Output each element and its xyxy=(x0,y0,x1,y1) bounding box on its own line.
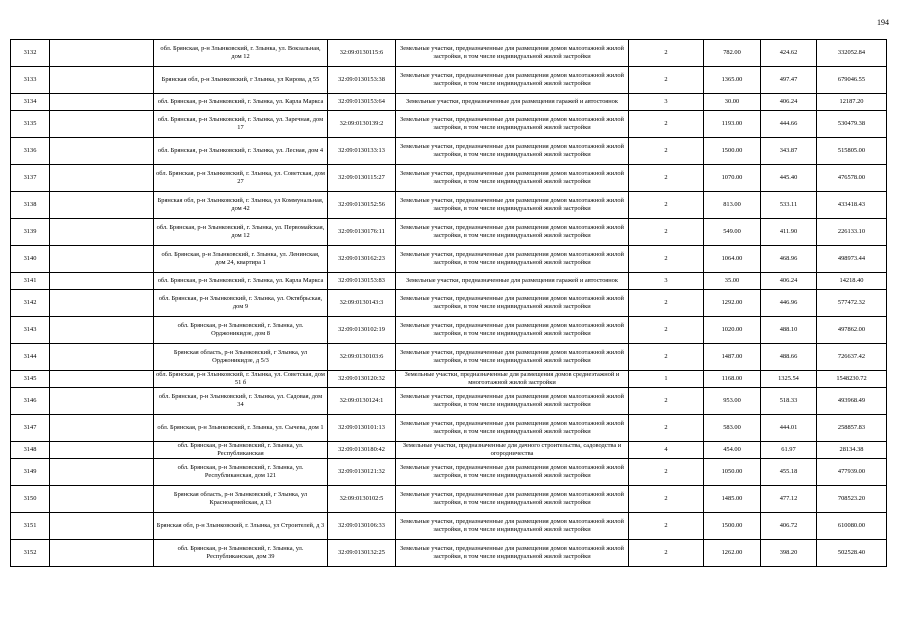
cadastral-number-cell: 32:09:0130124:1 xyxy=(328,388,396,415)
table-row xyxy=(11,540,887,567)
specific-value-cell: 1325.54 xyxy=(761,371,817,388)
address-cell: Брянская область, р-н Злынковский, г Злынка, ул Орджоникидзе, д 5/3 xyxy=(154,344,328,371)
specific-value-cell: 488.66 xyxy=(761,344,817,371)
cadastral-value-cell: 610080.00 xyxy=(817,513,887,540)
table-row xyxy=(11,111,887,138)
table-row xyxy=(11,317,887,344)
specific-value-cell: 444.66 xyxy=(761,111,817,138)
land-use-cell: Земельные участки, предназначенные для размещения домов малоэтажной жилой застройки, в том числе индивидуальной жилой застройки xyxy=(396,486,629,513)
land-use-cell: Земельные участки, предназначенные для размещения домов малоэтажной жилой застройки, в том числе индивидуальной жилой застройки xyxy=(396,67,629,94)
row-number-cell: 3148 xyxy=(11,442,50,459)
table-row xyxy=(11,219,887,246)
area-cell: 1050.00 xyxy=(704,459,761,486)
address-cell: обл. Брянская, р-н Злынковский, г. Злынка, ул. Карла Маркса xyxy=(154,273,328,290)
cadastral-value-cell: 28134.38 xyxy=(817,442,887,459)
table-row xyxy=(11,138,887,165)
empty-cell xyxy=(50,371,154,388)
area-cell: 1500.00 xyxy=(704,513,761,540)
use-group-cell: 2 xyxy=(629,415,704,442)
address-cell: обл. Брянская, р-н Злынковский, г. Злынка, ул. Октябрьская, дом 9 xyxy=(154,290,328,317)
use-group-cell: 2 xyxy=(629,317,704,344)
specific-value-cell: 444.01 xyxy=(761,415,817,442)
table-row xyxy=(11,192,887,219)
land-use-cell: Земельные участки, предназначенные для размещения домов среднеэтажной и многоэтажной жилой застройки xyxy=(396,371,629,388)
cadastral-value-cell: 433418.43 xyxy=(817,192,887,219)
row-number-cell: 3140 xyxy=(11,246,50,273)
cadastral-value-cell: 226133.10 xyxy=(817,219,887,246)
use-group-cell: 2 xyxy=(629,192,704,219)
address-cell: обл. Брянская, р-н Злынковский, г. Злынка, ул. Орджоникидзе, дом 8 xyxy=(154,317,328,344)
address-cell: обл. Брянская, р-н Злынковский, г. Злынка, ул. Республиканская xyxy=(154,442,328,459)
cadastral-number-cell: 32:09:0130101:13 xyxy=(328,415,396,442)
cadastral-value-cell: 726637.42 xyxy=(817,344,887,371)
cadastral-value-cell: 502528.40 xyxy=(817,540,887,567)
area-cell: 30.00 xyxy=(704,94,761,111)
cadastral-number-cell: 32:09:0130121:32 xyxy=(328,459,396,486)
use-group-cell: 2 xyxy=(629,388,704,415)
land-use-cell: Земельные участки, предназначенные для размещения домов малоэтажной жилой застройки, в том числе индивидуальной жилой застройки xyxy=(396,40,629,67)
specific-value-cell: 343.87 xyxy=(761,138,817,165)
row-number-cell: 3137 xyxy=(11,165,50,192)
table-row xyxy=(11,246,887,273)
cadastral-value-cell: 332052.84 xyxy=(817,40,887,67)
address-cell: обл. Брянская, р-н Злынковский, г. Злынка, ул. Садовая, дом 34 xyxy=(154,388,328,415)
address-cell: обл. Брянская, р-н Злынковский, г. Злынка, ул. Карла Маркса xyxy=(154,94,328,111)
land-use-cell: Земельные участки, предназначенные для размещения домов малоэтажной жилой застройки, в том числе индивидуальной жилой застройки xyxy=(396,388,629,415)
specific-value-cell: 61.97 xyxy=(761,442,817,459)
empty-cell xyxy=(50,94,154,111)
address-cell: обл. Брянская, р-н Злынковский, г. Злынка, ул. Советская, дом 27 xyxy=(154,165,328,192)
area-cell: 1064.00 xyxy=(704,246,761,273)
address-cell: Брянская обл, р-н Злынковский, г Злынка, ул Кирова, д 55 xyxy=(154,67,328,94)
area-cell: 953.00 xyxy=(704,388,761,415)
specific-value-cell: 455.18 xyxy=(761,459,817,486)
address-cell: обл. Брянская, р-н Злынковский, г. Злынка, ул. Республиканская, дом 39 xyxy=(154,540,328,567)
table-body xyxy=(11,40,887,567)
address-cell: обл. Брянская, р-н Злынковский, г. Злынка, ул. Заречная, дом 17 xyxy=(154,111,328,138)
use-group-cell: 2 xyxy=(629,344,704,371)
cadastral-value-cell: 476578.00 xyxy=(817,165,887,192)
cadastral-number-cell: 32:09:0130162:23 xyxy=(328,246,396,273)
land-use-cell: Земельные участки, предназначенные для размещения домов малоэтажной жилой застройки, в том числе индивидуальной жилой застройки xyxy=(396,246,629,273)
land-use-cell: Земельные участки, предназначенные для размещения домов малоэтажной жилой застройки, в том числе индивидуальной жилой застройки xyxy=(396,459,629,486)
land-use-cell: Земельные участки, предназначенные для размещения домов малоэтажной жилой застройки, в том числе индивидуальной жилой застройки xyxy=(396,192,629,219)
land-use-cell: Земельные участки, предназначенные для размещения домов малоэтажной жилой застройки, в том числе индивидуальной жилой застройки xyxy=(396,415,629,442)
row-number-cell: 3147 xyxy=(11,415,50,442)
cadastral-value-cell: 477939.00 xyxy=(817,459,887,486)
table-row xyxy=(11,442,887,459)
use-group-cell: 2 xyxy=(629,290,704,317)
cadastral-value-cell: 577472.32 xyxy=(817,290,887,317)
area-cell: 454.00 xyxy=(704,442,761,459)
area-cell: 1168.00 xyxy=(704,371,761,388)
address-cell: обл. Брянская, р-н Злынковский, г. Злынка, ул. Лесная, дом 4 xyxy=(154,138,328,165)
row-number-cell: 3142 xyxy=(11,290,50,317)
cadastral-number-cell: 32:09:0130153:64 xyxy=(328,94,396,111)
use-group-cell: 2 xyxy=(629,540,704,567)
row-number-cell: 3151 xyxy=(11,513,50,540)
address-cell: Брянская обл, р-н Злынковский, г. Злынка, ул Коммунальная, дом 42 xyxy=(154,192,328,219)
land-use-cell: Земельные участки, предназначенные для размещения домов малоэтажной жилой застройки, в том числе индивидуальной жилой застройки xyxy=(396,111,629,138)
cadastral-number-cell: 32:09:0130180:42 xyxy=(328,442,396,459)
row-number-cell: 3143 xyxy=(11,317,50,344)
area-cell: 1485.00 xyxy=(704,486,761,513)
cadastral-number-cell: 32:09:0130139:2 xyxy=(328,111,396,138)
table-row xyxy=(11,486,887,513)
specific-value-cell: 477.12 xyxy=(761,486,817,513)
cadastral-number-cell: 32:09:0130133:13 xyxy=(328,138,396,165)
cadastral-value-cell: 14218.40 xyxy=(817,273,887,290)
specific-value-cell: 424.62 xyxy=(761,40,817,67)
empty-cell xyxy=(50,67,154,94)
empty-cell xyxy=(50,192,154,219)
table-row xyxy=(11,415,887,442)
cadastral-number-cell: 32:09:0130106:33 xyxy=(328,513,396,540)
use-group-cell: 2 xyxy=(629,111,704,138)
cadastral-number-cell: 32:09:0130153:83 xyxy=(328,273,396,290)
cadastral-value-table xyxy=(10,39,887,567)
cadastral-number-cell: 32:09:0130143:3 xyxy=(328,290,396,317)
specific-value-cell: 398.20 xyxy=(761,540,817,567)
use-group-cell: 2 xyxy=(629,459,704,486)
cadastral-number-cell: 32:09:0130102:19 xyxy=(328,317,396,344)
area-cell: 1292.00 xyxy=(704,290,761,317)
empty-cell xyxy=(50,138,154,165)
table-row xyxy=(11,513,887,540)
address-cell: Брянская обл, р-н Злынковский, г. Злынка, ул Строителей, д 3 xyxy=(154,513,328,540)
table-row xyxy=(11,344,887,371)
row-number-cell: 3145 xyxy=(11,371,50,388)
cadastral-value-cell: 12187.20 xyxy=(817,94,887,111)
specific-value-cell: 497.47 xyxy=(761,67,817,94)
land-use-cell: Земельные участки, предназначенные для размещения домов малоэтажной жилой застройки, в том числе индивидуальной жилой застройки xyxy=(396,317,629,344)
cadastral-value-cell: 708523.20 xyxy=(817,486,887,513)
empty-cell xyxy=(50,415,154,442)
land-use-cell: Земельные участки, предназначенные для размещения домов малоэтажной жилой застройки, в том числе индивидуальной жилой застройки xyxy=(396,138,629,165)
row-number-cell: 3133 xyxy=(11,67,50,94)
area-cell: 782.00 xyxy=(704,40,761,67)
specific-value-cell: 468.96 xyxy=(761,246,817,273)
use-group-cell: 2 xyxy=(629,40,704,67)
land-use-cell: Земельные участки, предназначенные для размещения гаражей и автостоянок xyxy=(396,273,629,290)
row-number-cell: 3141 xyxy=(11,273,50,290)
row-number-cell: 3139 xyxy=(11,219,50,246)
cadastral-value-cell: 1548230.72 xyxy=(817,371,887,388)
area-cell: 35.00 xyxy=(704,273,761,290)
use-group-cell: 2 xyxy=(629,165,704,192)
specific-value-cell: 411.90 xyxy=(761,219,817,246)
land-use-cell: Земельные участки, предназначенные для размещения домов малоэтажной жилой застройки, в том числе индивидуальной жилой застройки xyxy=(396,513,629,540)
area-cell: 1487.00 xyxy=(704,344,761,371)
row-number-cell: 3152 xyxy=(11,540,50,567)
cadastral-number-cell: 32:09:0130153:38 xyxy=(328,67,396,94)
empty-cell xyxy=(50,40,154,67)
specific-value-cell: 533.11 xyxy=(761,192,817,219)
table-row xyxy=(11,371,887,388)
cadastral-value-cell: 530479.38 xyxy=(817,111,887,138)
use-group-cell: 2 xyxy=(629,219,704,246)
use-group-cell: 1 xyxy=(629,371,704,388)
land-use-cell: Земельные участки, предназначенные для размещения домов малоэтажной жилой застройки, в том числе индивидуальной жилой застройки xyxy=(396,540,629,567)
empty-cell xyxy=(50,344,154,371)
row-number-cell: 3136 xyxy=(11,138,50,165)
table-row xyxy=(11,273,887,290)
address-cell: Брянская область, р-н Злынковский, г Злынка, ул Красноармейская, д 13 xyxy=(154,486,328,513)
area-cell: 1500.00 xyxy=(704,138,761,165)
specific-value-cell: 406.72 xyxy=(761,513,817,540)
land-use-cell: Земельные участки, предназначенные для размещения домов малоэтажной жилой застройки, в том числе индивидуальной жилой застройки xyxy=(396,219,629,246)
cadastral-value-cell: 497862.00 xyxy=(817,317,887,344)
cadastral-number-cell: 32:09:0130120:32 xyxy=(328,371,396,388)
cadastral-number-cell: 32:09:0130115:27 xyxy=(328,165,396,192)
row-number-cell: 3135 xyxy=(11,111,50,138)
empty-cell xyxy=(50,290,154,317)
cadastral-value-cell: 493968.49 xyxy=(817,388,887,415)
table-row xyxy=(11,459,887,486)
address-cell: обл. Брянская, р-н Злынковский, г. Злынка, ул. Ленинская, дом 24, квартира 1 xyxy=(154,246,328,273)
specific-value-cell: 406.24 xyxy=(761,273,817,290)
area-cell: 1193.00 xyxy=(704,111,761,138)
row-number-cell: 3138 xyxy=(11,192,50,219)
table-row xyxy=(11,40,887,67)
address-cell: обл. Брянская, р-н Злынковский, г. Злынка, ул. Советская, дом 51 б xyxy=(154,371,328,388)
empty-cell xyxy=(50,540,154,567)
empty-cell xyxy=(50,513,154,540)
specific-value-cell: 446.96 xyxy=(761,290,817,317)
cadastral-number-cell: 32:09:0130132:25 xyxy=(328,540,396,567)
empty-cell xyxy=(50,486,154,513)
use-group-cell: 4 xyxy=(629,442,704,459)
use-group-cell: 2 xyxy=(629,246,704,273)
cadastral-value-cell: 258857.83 xyxy=(817,415,887,442)
cadastral-number-cell: 32:09:0130152:56 xyxy=(328,192,396,219)
cadastral-value-cell: 498973.44 xyxy=(817,246,887,273)
cadastral-number-cell: 32:09:0130115:6 xyxy=(328,40,396,67)
use-group-cell: 3 xyxy=(629,273,704,290)
specific-value-cell: 406.24 xyxy=(761,94,817,111)
empty-cell xyxy=(50,246,154,273)
area-cell: 813.00 xyxy=(704,192,761,219)
area-cell: 1070.00 xyxy=(704,165,761,192)
specific-value-cell: 518.33 xyxy=(761,388,817,415)
empty-cell xyxy=(50,442,154,459)
area-cell: 1020.00 xyxy=(704,317,761,344)
land-use-cell: Земельные участки, предназначенные для размещения домов малоэтажной жилой застройки, в том числе индивидуальной жилой застройки xyxy=(396,290,629,317)
cadastral-value-cell: 515805.00 xyxy=(817,138,887,165)
land-use-cell: Земельные участки, предназначенные для размещения гаражей и автостоянок xyxy=(396,94,629,111)
row-number-cell: 3144 xyxy=(11,344,50,371)
page-number: 194 xyxy=(877,18,889,27)
table-row xyxy=(11,165,887,192)
use-group-cell: 2 xyxy=(629,486,704,513)
use-group-cell: 2 xyxy=(629,513,704,540)
address-cell: обл. Брянская, р-н Злынковский, г. Злынка, ул. Вокзальная, дом 12 xyxy=(154,40,328,67)
land-use-cell: Земельные участки, предназначенные для дачного строительства, садоводства и огородничества xyxy=(396,442,629,459)
empty-cell xyxy=(50,111,154,138)
use-group-cell: 2 xyxy=(629,67,704,94)
table-row xyxy=(11,388,887,415)
address-cell: обл. Брянская, р-н Злынковский, г. Злынка, ул. Сычева, дом 1 xyxy=(154,415,328,442)
empty-cell xyxy=(50,459,154,486)
cadastral-value-cell: 679046.55 xyxy=(817,67,887,94)
empty-cell xyxy=(50,273,154,290)
use-group-cell: 3 xyxy=(629,94,704,111)
area-cell: 583.00 xyxy=(704,415,761,442)
specific-value-cell: 445.40 xyxy=(761,165,817,192)
area-cell: 1365.00 xyxy=(704,67,761,94)
empty-cell xyxy=(50,317,154,344)
row-number-cell: 3146 xyxy=(11,388,50,415)
area-cell: 1262.00 xyxy=(704,540,761,567)
specific-value-cell: 488.10 xyxy=(761,317,817,344)
row-number-cell: 3150 xyxy=(11,486,50,513)
row-number-cell: 3134 xyxy=(11,94,50,111)
table-row xyxy=(11,290,887,317)
area-cell: 549.00 xyxy=(704,219,761,246)
use-group-cell: 2 xyxy=(629,138,704,165)
cadastral-number-cell: 32:09:0130176:11 xyxy=(328,219,396,246)
land-use-cell: Земельные участки, предназначенные для размещения домов малоэтажной жилой застройки, в том числе индивидуальной жилой застройки xyxy=(396,344,629,371)
table-row xyxy=(11,94,887,111)
address-cell: обл. Брянская, р-н Злынковский, г. Злынка, ул. Республиканская, дом 121 xyxy=(154,459,328,486)
row-number-cell: 3149 xyxy=(11,459,50,486)
cadastral-number-cell: 32:09:0130102:5 xyxy=(328,486,396,513)
land-use-cell: Земельные участки, предназначенные для размещения домов малоэтажной жилой застройки, в том числе индивидуальной жилой застройки xyxy=(396,165,629,192)
empty-cell xyxy=(50,165,154,192)
cadastral-number-cell: 32:09:0130103:6 xyxy=(328,344,396,371)
table-row xyxy=(11,67,887,94)
address-cell: обл. Брянская, р-н Злынковский, г. Злынка, ул. Первомайская, дом 12 xyxy=(154,219,328,246)
row-number-cell: 3132 xyxy=(11,40,50,67)
empty-cell xyxy=(50,388,154,415)
empty-cell xyxy=(50,219,154,246)
